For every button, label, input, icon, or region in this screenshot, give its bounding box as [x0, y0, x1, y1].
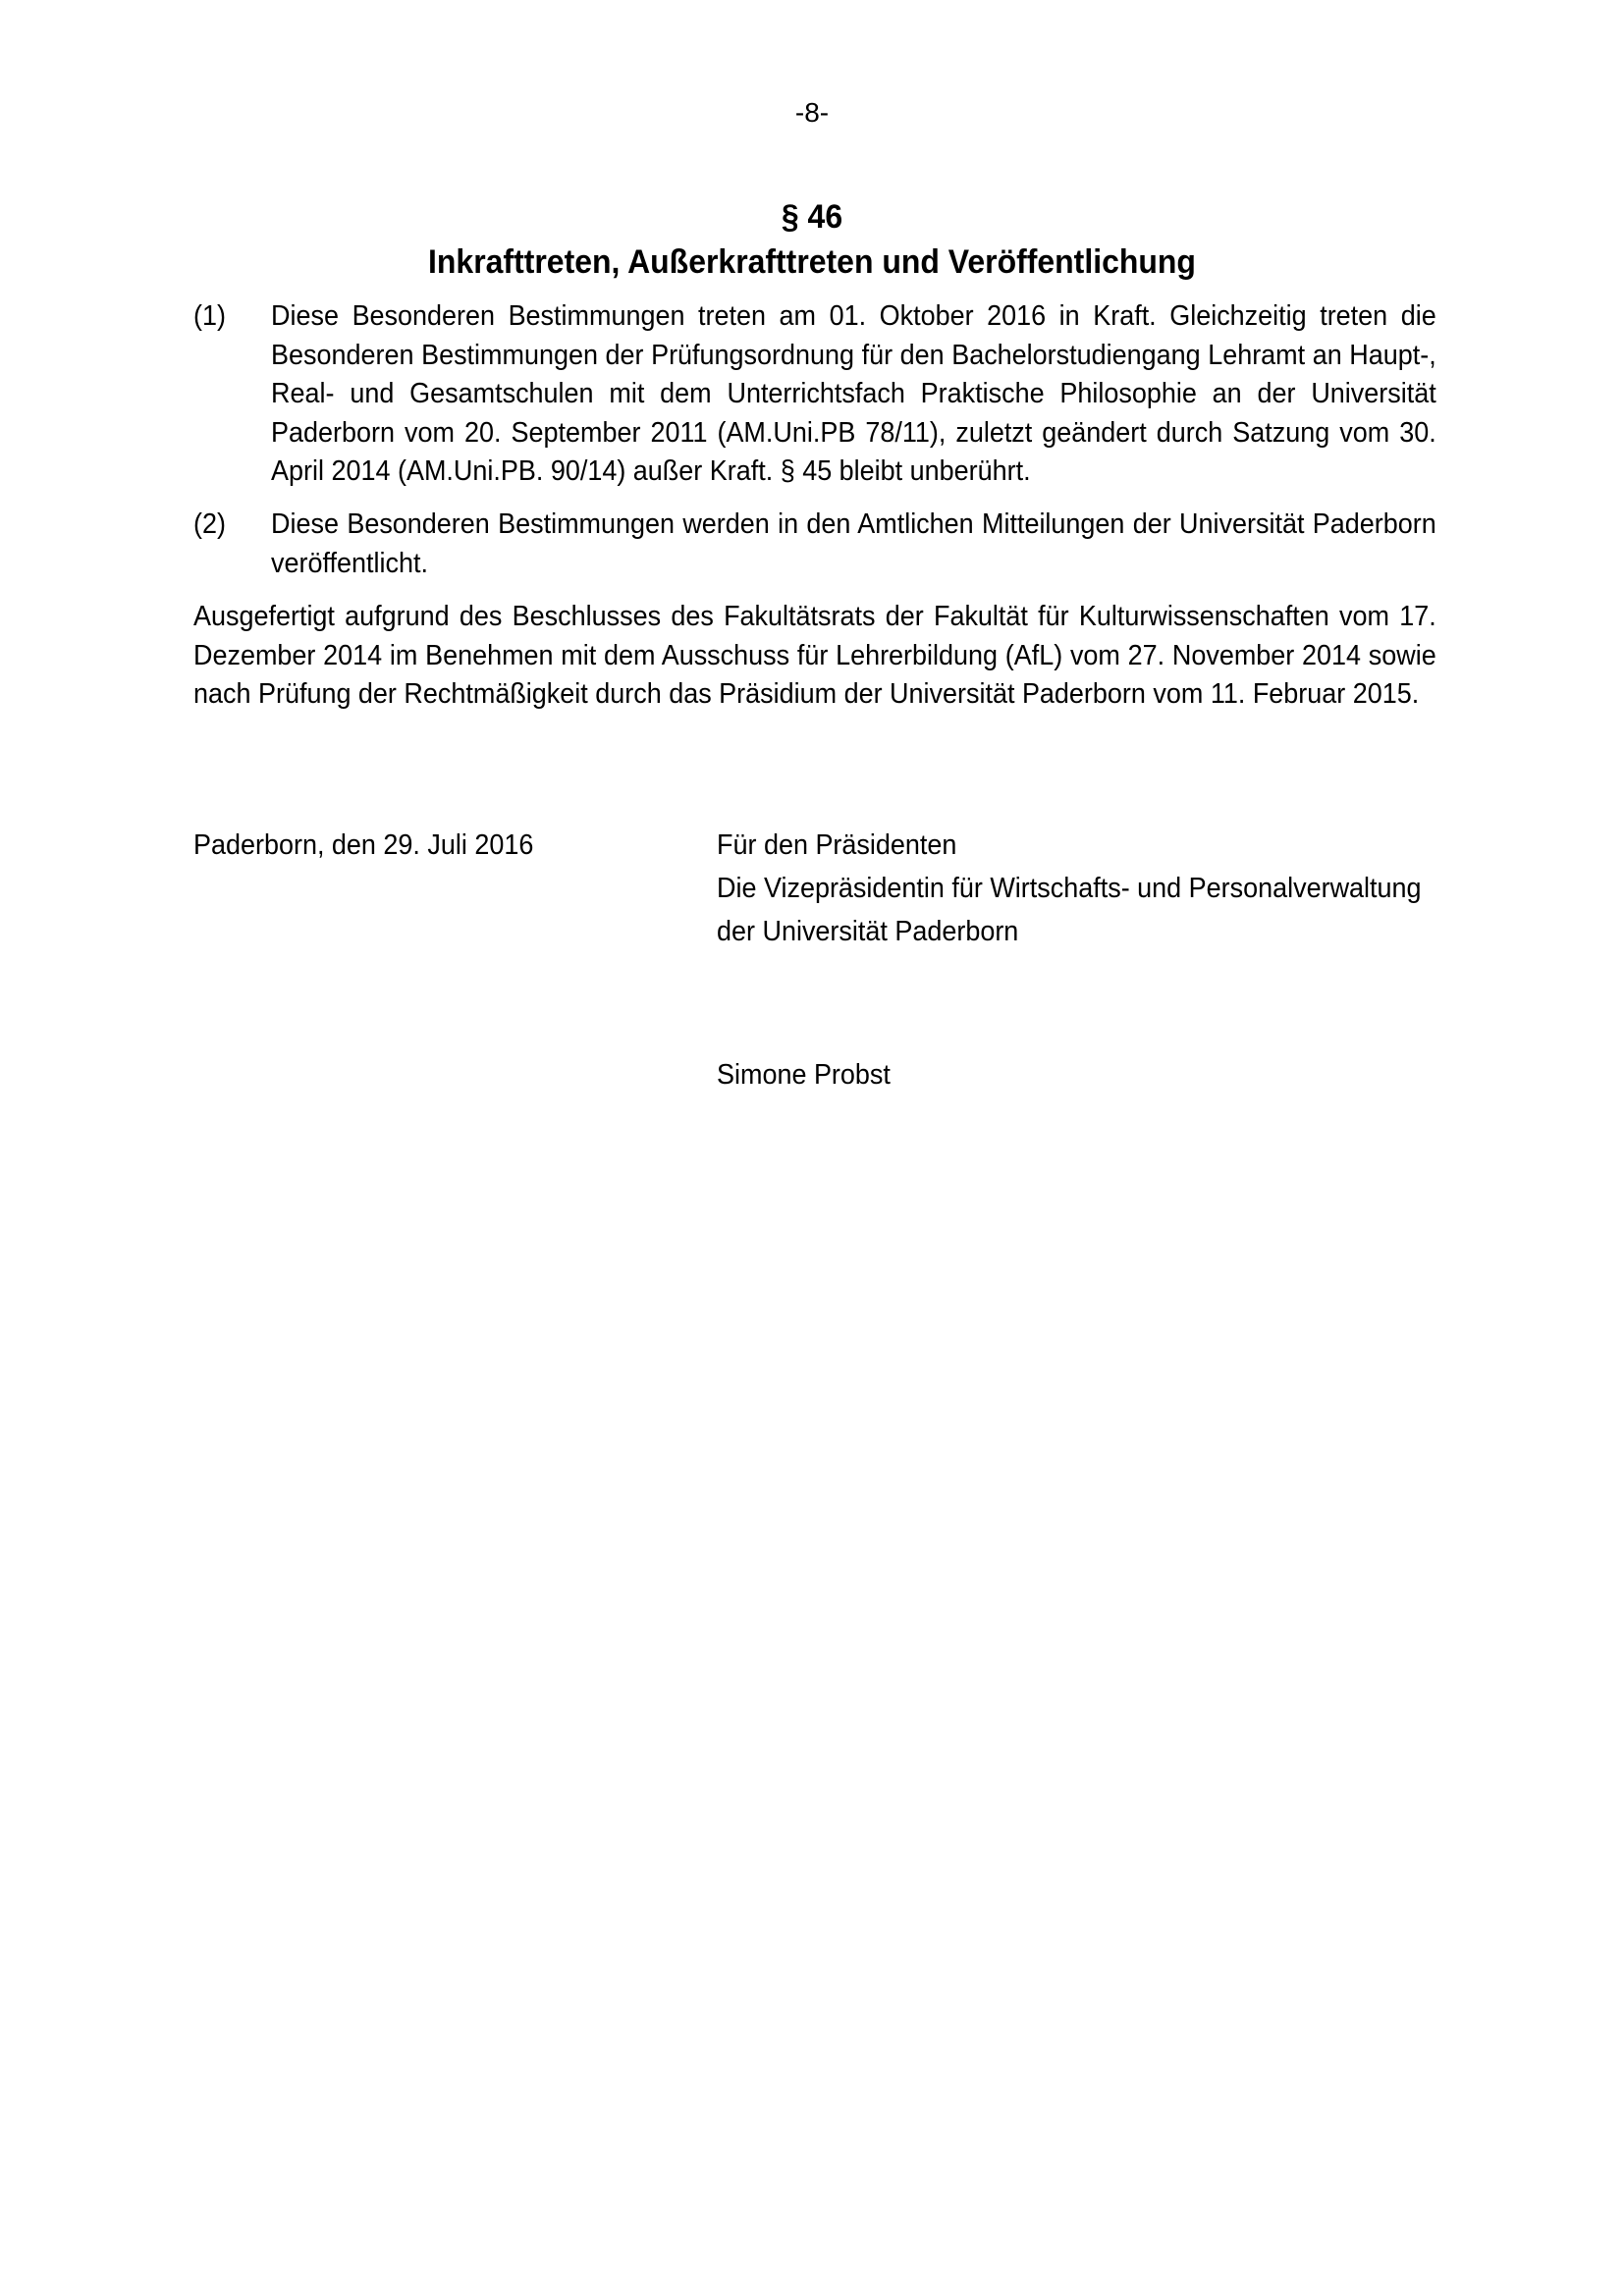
closing-text: Ausgefertigt aufgrund des Beschlusses des Fakultätsrats der Fakultät für Kulturwissenschaften vom 17. Dezember 2014 im Benehmen mit dem Ausschuss für Lehrerbildung (AfL) vom 27. November 2014 sowie nach Prüfung der Rechtmäßigkeit durch das Präsidium der Universität Paderborn vom 11. Februar 2015. — [193, 601, 1436, 710]
section-title: Inkrafttreten, Außerkrafttreten und Veröffentlichung — [428, 243, 1196, 281]
signature-block — [717, 824, 1422, 953]
page-number: -8- — [794, 97, 830, 128]
section-number: § 46 — [781, 198, 843, 236]
signer-name: Simone Probst — [717, 1059, 891, 1091]
closing-statement — [193, 598, 1436, 715]
paragraph-number: (2) — [193, 508, 226, 540]
paragraph-number: (1) — [193, 300, 226, 332]
paragraph-2 — [193, 506, 1436, 583]
place-date: Paderborn, den 29. Juli 2016 — [193, 829, 534, 861]
paragraph-text: Diese Besonderen Bestimmungen werden in den Amtlichen Mitteilungen der Universität Paderborn veröffentlicht. — [271, 508, 1436, 579]
signature-line-1: Für den Präsidenten — [717, 829, 957, 861]
paragraph-text: Diese Besonderen Bestimmungen treten am 01. Oktober 2016 in Kraft. Gleichzeitig treten die Besonderen Bestimmungen der Prüfungsordnung für den Bachelorstudiengang Lehramt an Haupt-, Real- und Gesamtschulen mit dem Unterrichtsfach Praktische Philosophie an der Universität Paderborn vom 20. September 2011 (AM.Uni.PB 78/11), zuletzt geändert durch Satzung vom 30. April 2014 (AM.Uni.PB. 90/14) außer Kraft. § 45 bleibt unberührt. — [271, 300, 1436, 487]
signature-line-3: der Universität Paderborn — [717, 916, 1019, 947]
signature-line-2: Die Vizepräsidentin für Wirtschafts- und Personalverwaltung — [717, 873, 1422, 904]
section-heading — [49, 194, 1576, 285]
paragraph-1 — [193, 297, 1436, 492]
